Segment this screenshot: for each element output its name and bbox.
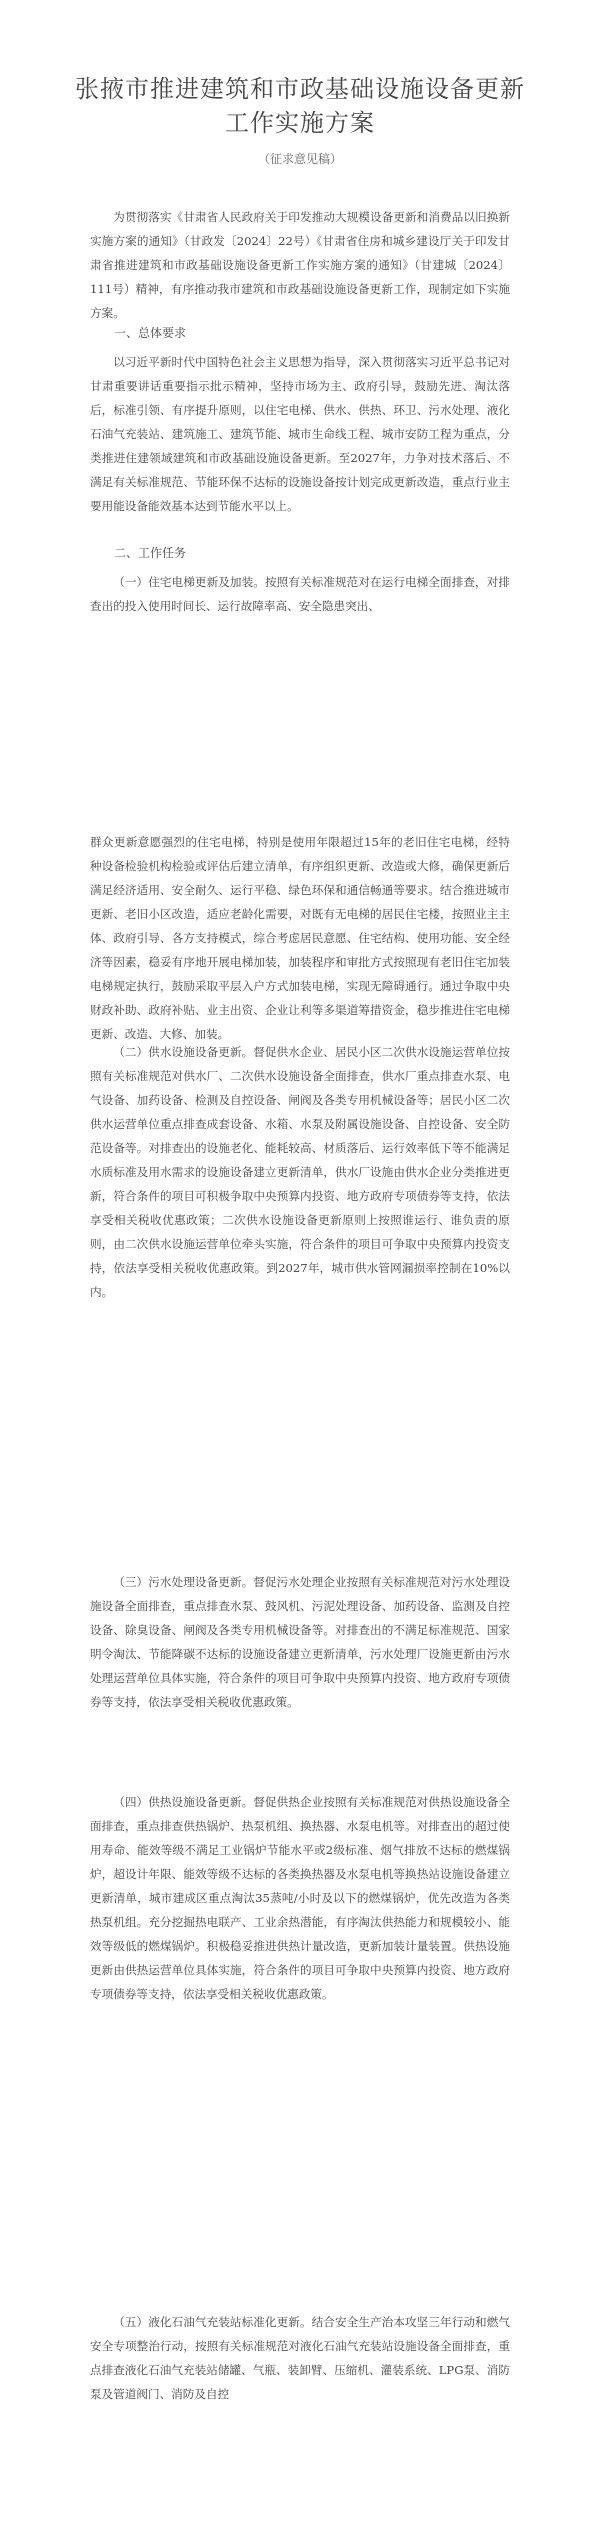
general-requirements-paragraph: 以习近平新时代中国特色社会主义思想为指导，深入贯彻落实习近平总书记对甘肃重要讲话重要指示批示精神，坚持市场为主、政府引导，鼓励先进、淘汰落后，标准引领、有序提升原则，以住宅电梯、供水、供热、环卫、污水处理、液化石油气充装站、建筑施工、建筑节能、城市生命线工程、城市安防工程为重点，分类推进住建领域建筑和市政基础设施设备更新。至2027年，力争对技术落后、不满足有关标准规范、节能环保不达标的设施设备按计划完成更新改造，重点行业主要用能设备能效基本达到节能水平以上。	[90, 355, 510, 513]
section-heading-general: 一、总体要求	[114, 326, 187, 340]
task-elevator-paragraph-part1: （一）住宅电梯更新及加装。按照有关标准规范对在运行电梯全面排查，对排查出的投入使用时间长、运行故障率高、安全隐患突出、	[90, 575, 510, 613]
intro-paragraph: 为贯彻落实《甘肃省人民政府关于印发推动大规模设备更新和消费品以旧换新实施方案的通知》（甘政发〔2024〕22号）《甘肃省住房和城乡建设厅关于印发甘肃省推进建筑和市政基础设施设备更新工作实施方案的通知》（甘建城〔2024〕111号）精神，有序推动我市建筑和市政基础设施设备更新工作，现制定如下实施方案。	[90, 210, 510, 320]
task-elevator-paragraph-part2: 群众更新意愿强烈的住宅电梯，特别是使用年限超过15年的老旧住宅电梯，经特种设备检验机构检验或评估后建立清单，有序组织更新、改造或大修，确保更新后满足经济适用、安全耐久、运行平稳、绿色环保和通信畅通等要求。结合推进城市更新、老旧小区改造，适应老龄化需要，对既有无电梯的居民住宅楼，按照业主主体、政府引导、各方支持模式，综合考虑居民意愿、住宅结构、使用功能、安全经济等因素，稳妥有序地开展电梯加装，加装程序和审批方式按照现有老旧住宅加装电梯规定执行，鼓励采取平层入户方式加装电梯，实现无障碍通行。通过争取中央财政补助、政府补贴、业主出资、企业让利等多渠道筹措资金，稳步推进住宅电梯更新、改造、大修、加装。	[90, 835, 510, 1041]
document-subtitle: （征求意见稿）	[257, 152, 342, 166]
task-sewage-paragraph: （三）污水处理设备更新。督促污水处理企业按照有关标准规范对污水处理设施设备全面排查，重点排查水泵、鼓风机、污泥处理设备、加药设备、监测及自控设备、除臭设备、闸阀及各类专用机械设备等。对排查出的不满足标准规范、国家明令淘汰、节能降碳不达标的设施设备建立更新清单，污水处理厂设施更新由污水处理运营单位具体实施，符合条件的项目可争取中央预算内投资、地方政府专项债券等支持，依法享受相关税收优惠政策。	[90, 1575, 510, 1709]
task-lpg-station-paragraph: （五）液化石油气充装站标准化更新。结合安全生产治本攻坚三年行动和燃气安全专项整治行动，按照有关标准规范对液化石油气充装站设施设备全面排查，重点排查液化石油气充装站储罐、气瓶、装卸臂、压缩机、灌装系统、LPG泵、消防泵及管道阀门、消防及自控	[90, 2315, 510, 2401]
section-heading-tasks: 二、工作任务	[114, 546, 187, 560]
task-heating-paragraph: （四）供热设施设备更新。督促供热企业按照有关标准规范对供热设施设备全面排查，重点排查供热锅炉、热泵机组、换热器、水泵电机等。对排查出的超过使用寿命、能效等级不满足工业锅炉节能水平或2级标准、烟气排放不达标的燃煤锅炉，超设计年限、能效等级不达标的各类换热器及水泵电机等换热站设施设备建立更新清单，城市建成区重点淘汰35蒸吨/小时及以下的燃煤锅炉，优先改造为各类热泵机组。充分挖掘热电联产、工业余热潜能，有序淘汰供热能力和规模较小、能效等级低的燃煤锅炉。积极稳妥推进供热计量改造，更新加装计量装置。供热设施更新由供热运营单位具体实施，符合条件的项目可争取中央预算内投资、地方政府专项债券等支持，依法享受相关税收优惠政策。	[90, 1795, 510, 2001]
document-title: 张掖市推进建筑和市政基础设施设备更新工作实施方案	[75, 75, 525, 137]
task-water-supply-paragraph: （二）供水设施设备更新。督促供水企业、居民小区二次供水设施运营单位按照有关标准规范对供水厂、二次供水设施设备全面排查，供水厂重点排查水泵、电气设备、加药设备、检测及自控设备、闸阀及各类专用机械设备等；居民小区二次供水运营单位重点排查成套设备、水箱、水泵及附属设施设备、自控设备、安全防范设备等。对排查出的设施老化、能耗较高、材质落后、运行效率低下等不能满足水质标准及用水需求的设施设备建立更新清单，供水厂设施由供水企业分类推进更新，符合条件的项目可积极争取中央预算内投资、地方政府专项债券等支持，依法享受相关税收优惠政策；二次供水设施设备更新原则上按照谁运行、谁负责的原则，由二次供水设施运营单位牵头实施，符合条件的项目可争取中央预算内投资支持，依法享受相关税收优惠政策。到2027年，城市供水管网漏损率控制在10%以内。	[90, 1045, 510, 1299]
